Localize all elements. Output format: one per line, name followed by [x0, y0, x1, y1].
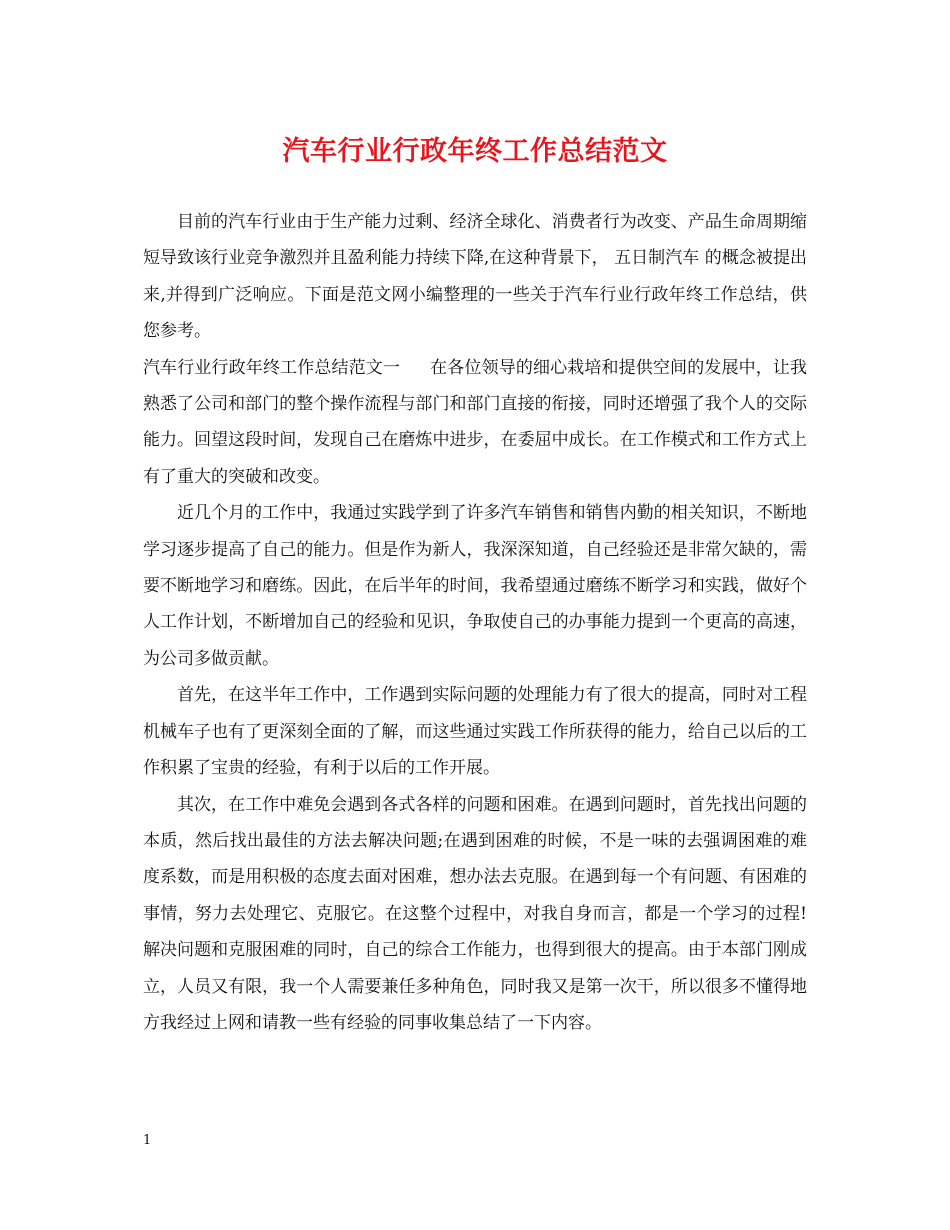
section-one-text: 在各位领导的细心栽培和提供空间的发展中，让我熟悉了公司和部门的整个操作流程与部门和部门直接的衔接，同时还增强了我个人的交际能力。回望这段时间，发现自己在磨炼中进步，在委屈中成长。在工作模式和工作方式上有了重大的突破和改变。: [143, 357, 808, 487]
document-body: [143, 204, 807, 1041]
intro-paragraph: 目前的汽车行业由于生产能力过剩、经济全球化、消费者行为改变、产品生命周期缩短导致该行业竞争激烈并且盈利能力持续下降,在这种背景下， 五日制汽车 的概念被提出来,并得到广泛响应。下面是范文网小编整理的一些关于汽车行业行政年终工作总结，供您参考。: [143, 212, 807, 342]
body-paragraph-2: 近几个月的工作中，我通过实践学到了许多汽车销售和销售内勤的相关知识，不断地学习逐步提高了自己的能力。但是作为新人，我深深知道，自己经验还是非常欠缺的，需要不断地学习和磨练。因此，在后半年的时间，我希望通过磨练不断学习和实践，做好个人工作计划，不断增加自己的经验和见识，争取使自己的办事能力提到一个更高的高速，为公司多做贡献。: [143, 503, 807, 669]
section-heading: 汽车行业行政年终工作总结范文一: [143, 357, 401, 378]
body-paragraph-3: 首先，在这半年工作中，工作遇到实际问题的处理能力有了很大的提高，同时对工程机械车子也有了更深刻全面的了解，而这些通过实践工作所获得的能力，给自己以后的工作积累了宝贵的经验，有利于以后的工作开展。: [143, 685, 807, 779]
page-number: 1: [143, 1133, 152, 1148]
section-one-paragraph: [143, 350, 807, 496]
body-paragraph-4: 其次，在工作中难免会遇到各式各样的问题和困难。在遇到问题时，首先找出问题的本质，然后找出最佳的方法去解决问题;在遇到困难的时候，不是一味的去强调困难的难度系数，而是用积极的态度去面对困难，想办法去克服。在遇到每一个有问题、有困难的事情，努力去处理它、克服它。在这整个过程中，对我自身而言，都是一个学习的过程!解决问题和克服困难的同时，自己的综合工作能力，也得到很大的提高。由于本部门刚成立，人员又有限，我一个人需要兼任多种角色，同时我又是第一次干，所以很多不懂得地方我经过上网和请教一些有经验的同事收集总结了一下内容。: [143, 794, 807, 1033]
document-title: 汽车行业行政年终工作总结范文: [282, 136, 668, 167]
